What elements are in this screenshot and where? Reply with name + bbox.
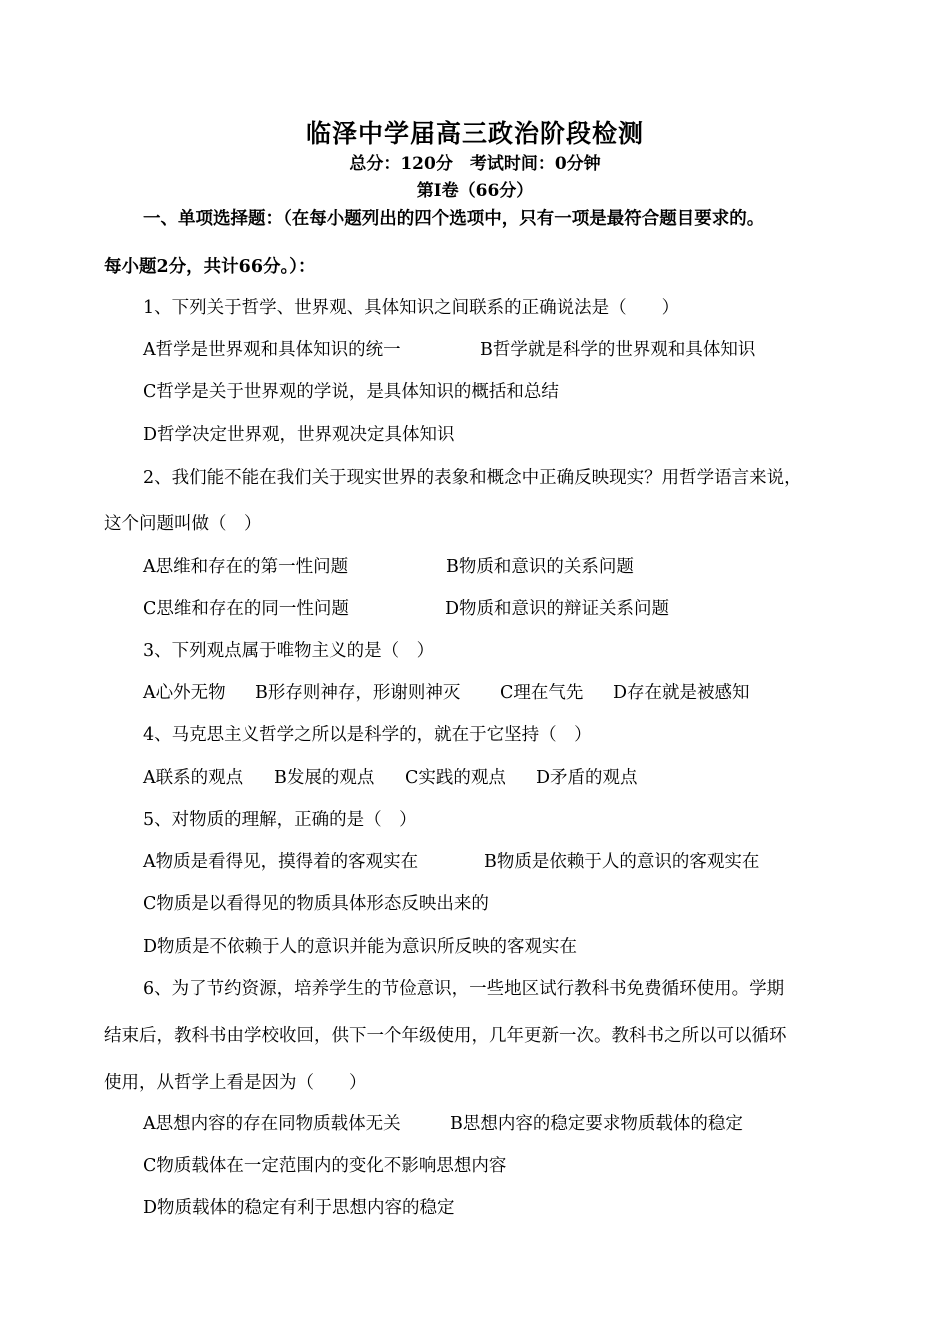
q3-option-b: B形存则神存，形谢则神灭 [255, 683, 461, 703]
q4-options [143, 764, 638, 789]
q3-options [143, 679, 750, 704]
q4-option-b: B发展的观点 [274, 768, 375, 788]
q3-option-a: A心外无物 [143, 683, 226, 703]
q6-stem-line1: 6、为了节约资源，培养学生的节俭意识，一些地区试行教科书免费循环使用。学期 [143, 979, 785, 999]
q5-option-c: C物质是以看得见的物质具体形态反映出来的 [143, 894, 489, 914]
q2-options-ab [143, 553, 634, 578]
q1-option-d: D哲学决定世界观，世界观决定具体知识 [143, 425, 455, 445]
q6-option-d: D物质载体的稳定有利于思想内容的稳定 [143, 1198, 455, 1218]
q3-stem: 3、下列观点属于唯物主义的是（ ） [143, 641, 435, 661]
q4-option-d: D矛盾的观点 [536, 768, 638, 788]
q2-option-a: A思维和存在的第一性问题 [143, 557, 349, 577]
q2-stem-line2: 这个问题叫做（ ） [104, 514, 262, 534]
q5-options-ab [143, 848, 759, 873]
q5-option-d: D物质是不依赖于人的意识并能为意识所反映的客观实在 [143, 937, 578, 957]
q4-stem: 4、马克思主义哲学之所以是科学的，就在于它坚持（ ） [143, 725, 592, 745]
q6-option-c: C物质载体在一定范围内的变化不影响思想内容 [143, 1156, 507, 1176]
q6-options-ab [143, 1110, 743, 1135]
q2-option-b: B物质和意识的关系问题 [446, 557, 634, 577]
q1-option-b: B哲学就是科学的世界观和具体知识 [480, 340, 756, 360]
q5-stem: 5、对物质的理解，正确的是（ ） [143, 810, 417, 830]
q2-stem-line1: 2、我们能不能在我们关于现实世界的表象和概念中正确反映现实？用哲学语言来说， [143, 468, 802, 488]
part-heading: 第Ⅰ卷（66分） [416, 181, 534, 201]
q2-option-d: D物质和意识的辩证关系问题 [445, 599, 670, 619]
page-title: 临泽中学届高三政治阶段检测 [305, 119, 644, 148]
section-instruction-line1: 一、单项选择题：（在每小题列出的四个选项中，只有一项是最符合题目要求的。 [143, 209, 765, 229]
q6-option-a: A思想内容的存在同物质载体无关 [143, 1114, 401, 1134]
q1-option-c: C哲学是关于世界观的学说，是具体知识的概括和总结 [143, 382, 559, 402]
q2-options-cd [143, 595, 669, 620]
q1-option-a: A哲学是世界观和具体知识的统一 [143, 340, 401, 360]
q1-options-ab [143, 336, 755, 361]
q6-stem-line3: 使用，从哲学上看是因为（ ） [104, 1073, 367, 1093]
q1-stem: 1、下列关于哲学、世界观、具体知识之间联系的正确说法是（ ） [143, 298, 680, 318]
q3-option-d: D存在就是被感知 [613, 683, 750, 703]
exam-meta: 总分：120分 考试时间：0分钟 [349, 154, 601, 174]
section-instruction-line2: 每小题2分，共计66分。）： [104, 257, 316, 277]
q6-stem-line2: 结束后，教科书由学校收回，供下一个年级使用，几年更新一次。教科书之所以可以循环 [104, 1026, 787, 1046]
q5-option-b: B物质是依赖于人的意识的客观实在 [484, 852, 760, 872]
q6-option-b: B思想内容的稳定要求物质载体的稳定 [450, 1114, 743, 1134]
q3-option-c: C理在气先 [500, 683, 584, 703]
q2-option-c: C思维和存在的同一性问题 [143, 599, 349, 619]
q4-option-c: C实践的观点 [405, 768, 506, 788]
q4-option-a: A联系的观点 [143, 768, 244, 788]
q5-option-a: A物质是看得见，摸得着的客观实在 [143, 852, 419, 872]
